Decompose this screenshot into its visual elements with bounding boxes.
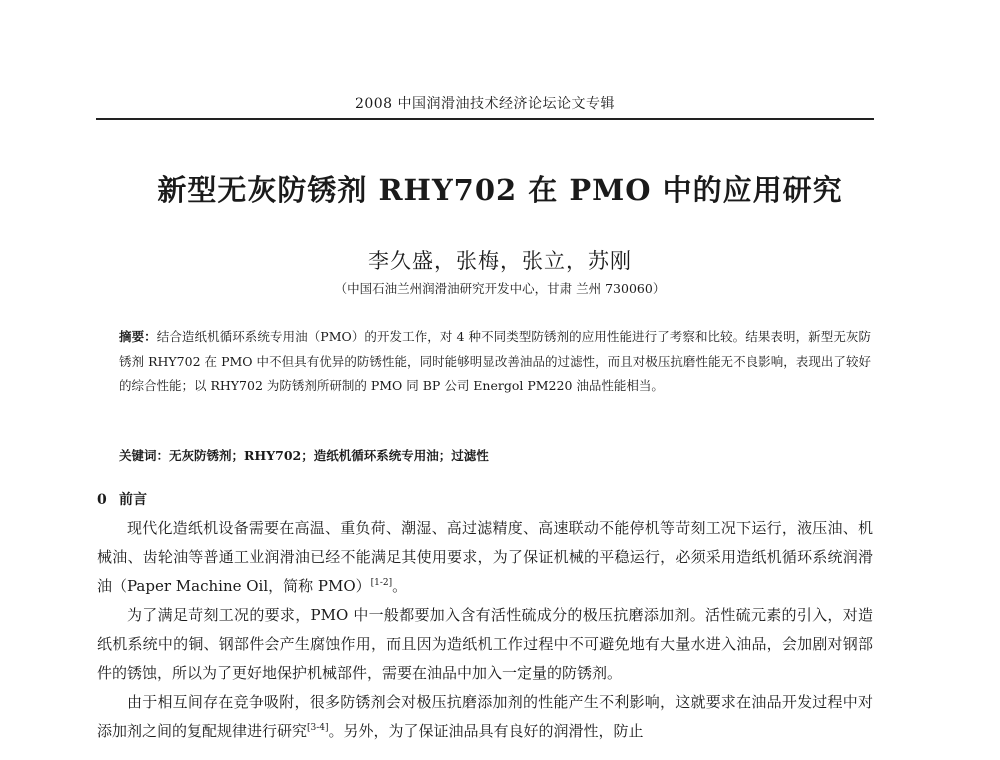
abstract-text: 结合造纸机循环系统专用油（PMO）的开发工作，对 4 种不同类型防锈剂的应用性能进行了考察和比较。结果表明，新型无灰防锈剂 RHY702 在 PMO 中不但具有优异的防锈性能，同时能够明显改善油品的过滤性，而且对极压抗磨性能无不良影响，表现出了较好的综合性能；以 RHY702 为防锈剂所研制的 PMO 同 BP 公司 Energol PM220 油品性能相当。 bbox=[119, 329, 871, 393]
paragraph-text: 由于相互间存在竞争吸附，很多防锈剂会对极压抗磨添加剂的性能产生不利影响，这就要求在油品开发过程中对添加剂之间的复配规律进行研究 bbox=[97, 693, 873, 740]
abstract-label: 摘要： bbox=[119, 329, 157, 344]
body-paragraph bbox=[97, 601, 873, 688]
abstract bbox=[119, 325, 871, 399]
paragraph-text: 为了满足苛刻工况的要求，PMO 中一般都要加入含有活性硫成分的极压抗磨添加剂。活性硫元素的引入，对造纸机系统中的铜、钢部件会产生腐蚀作用，而且因为造纸机工作过程中不可避免地有大量水进入油品，会加剧对钢部件的锈蚀，所以为了更好地保护机械部件，需要在油品中加入一定量的防锈剂。 bbox=[97, 606, 873, 682]
header-rule bbox=[96, 118, 874, 120]
running-head: 2008 中国润滑油技术经济论坛论文专辑 bbox=[354, 96, 616, 112]
keywords bbox=[119, 446, 871, 464]
paragraph-text: 现代化造纸机设备需要在高温、重负荷、潮湿、高过滤精度、高速联动不能停机等苛刻工况下运行，液压油、机械油、齿轮油等普通工业润滑油已经不能满足其使用要求，为了保证机械的平稳运行，必须采用造纸机循环系统润滑油（Paper Machine Oil，简称 PMO） bbox=[97, 519, 873, 595]
body-text bbox=[97, 514, 873, 746]
paragraph-tail: 。 bbox=[392, 577, 408, 595]
paragraph-tail: 。另外，为了保证油品具有良好的润滑性，防止 bbox=[328, 722, 644, 740]
section-number: 0 bbox=[97, 492, 107, 508]
body-paragraph bbox=[97, 688, 873, 746]
section-title: 前言 bbox=[119, 492, 147, 508]
paper-title: 新型无灰防锈剂 RHY702 在 PMO 中的应用研究 bbox=[157, 173, 843, 207]
keywords-text: 无灰防锈剂；RHY702；造纸机循环系统专用油；过滤性 bbox=[169, 448, 489, 463]
affiliation: （中国石油兰州润滑油研究开发中心，甘肃 兰州 730060） bbox=[334, 281, 666, 296]
section-heading bbox=[97, 489, 147, 509]
citation-ref: [1-2] bbox=[370, 578, 393, 588]
body-paragraph bbox=[97, 514, 873, 601]
citation-ref: [3-4] bbox=[307, 723, 329, 733]
author-list: 李久盛，张梅，张立，苏刚 bbox=[368, 249, 632, 273]
keywords-label: 关键词： bbox=[119, 448, 170, 463]
